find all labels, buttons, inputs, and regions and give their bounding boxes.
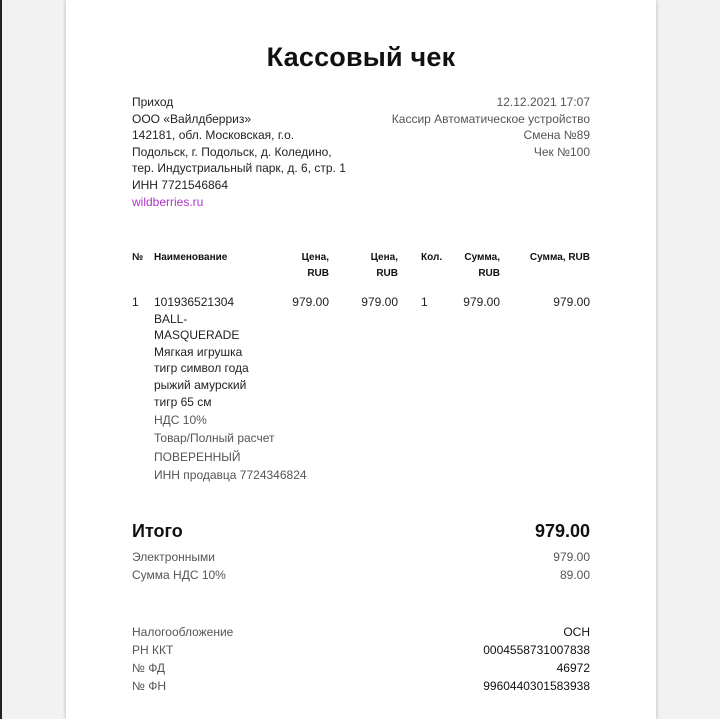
cashier: Кассир Автоматическое устройство <box>391 111 590 126</box>
item-meta <box>154 411 374 484</box>
item-name-line: Мягкая игрушка <box>154 344 243 359</box>
window-edge <box>0 0 2 719</box>
kkt-value: 0004558731007838 <box>483 643 590 657</box>
item-vat: НДС 10% <box>154 413 207 427</box>
total-label: Итого <box>132 521 183 541</box>
receipt-title: Кассовый чек <box>266 42 456 72</box>
taxation-label: Налогообложение <box>132 625 234 639</box>
fd-label: № ФД <box>132 661 166 675</box>
item-name-line: рыжий амурский <box>154 377 247 392</box>
item-agent-type: ПОВЕРЕННЫЙ <box>154 449 241 464</box>
payment-label: Электронными <box>132 550 215 564</box>
receipt-paper <box>66 0 656 719</box>
col-header-sum-unit: RUB <box>478 268 500 279</box>
item-name-line: тигр символ года <box>154 361 249 376</box>
item-name-line: MASQUERADE <box>154 328 240 343</box>
seller-address-line: Подольск, г. Подольск, д. Коледино, <box>132 144 332 159</box>
item-vendor-inn: ИНН продавца 7724346824 <box>154 467 307 482</box>
item-price-discount: 979.00 <box>361 295 398 309</box>
item-sum-total: 979.00 <box>553 295 590 309</box>
seller-name: ООО «Вайлдберриз» <box>132 111 252 126</box>
kkt-label: РН ККТ <box>132 643 174 657</box>
fn-value: 9960440301583938 <box>483 679 590 693</box>
receipt-number: Чек №100 <box>533 144 590 159</box>
fiscal-row <box>132 677 590 695</box>
col-header-price <box>281 250 329 282</box>
payment-value: 979.00 <box>553 550 590 564</box>
col-header-price-line: Цена, <box>301 252 329 263</box>
seller-inn: ИНН 7721546864 <box>132 177 229 192</box>
payment-row <box>132 548 590 566</box>
item-name-line: 101936521304 <box>154 295 235 309</box>
item-price: 979.00 <box>292 295 329 309</box>
seller-website-link[interactable]: wildberries.ru <box>132 194 204 209</box>
col-header-name: Наименование <box>154 252 228 263</box>
seller-address-line: тер. Индустриальный парк, д. 6, стр. 1 <box>132 161 346 176</box>
item-name <box>154 294 274 410</box>
seller-address-line: 142181, обл. Московская, г.о. <box>132 128 295 143</box>
col-header-price-line: Цена, <box>370 252 398 263</box>
item-name-line: BALL- <box>154 311 188 326</box>
shift-number: Смена №89 <box>523 128 590 143</box>
seller-info <box>132 94 372 210</box>
vat-value: 89.00 <box>559 568 590 582</box>
col-header-sum-total: Сумма, RUB <box>529 252 590 263</box>
col-header-price-unit: RUB <box>376 268 398 279</box>
col-header-price-discount <box>350 250 398 282</box>
col-header-price-unit: RUB <box>307 268 329 279</box>
col-header-sum-line: Сумма, <box>464 252 500 263</box>
item-sum: 979.00 <box>463 295 500 309</box>
fiscal-row <box>132 659 590 677</box>
taxation-value: ОСН <box>563 625 590 639</box>
vat-label: Сумма НДС 10% <box>132 568 226 582</box>
receipt-meta <box>350 94 590 160</box>
item-name-line: тигр 65 см <box>154 394 212 409</box>
fd-value: 46972 <box>556 661 590 675</box>
vat-row <box>132 566 590 584</box>
fiscal-row <box>132 641 590 659</box>
col-header-num: № <box>132 252 144 263</box>
operation-type: Приход <box>132 95 174 109</box>
col-header-qty: Кол. <box>421 252 443 263</box>
col-header-sum <box>450 250 500 282</box>
fiscal-row <box>132 623 590 641</box>
fn-label: № ФН <box>132 679 166 693</box>
item-number: 1 <box>132 295 139 309</box>
total-value: 979.00 <box>534 521 590 541</box>
receipt-datetime: 12.12.2021 17:07 <box>496 95 590 109</box>
item-payment-type: Товар/Полный расчет <box>154 431 275 446</box>
item-qty: 1 <box>421 295 428 309</box>
